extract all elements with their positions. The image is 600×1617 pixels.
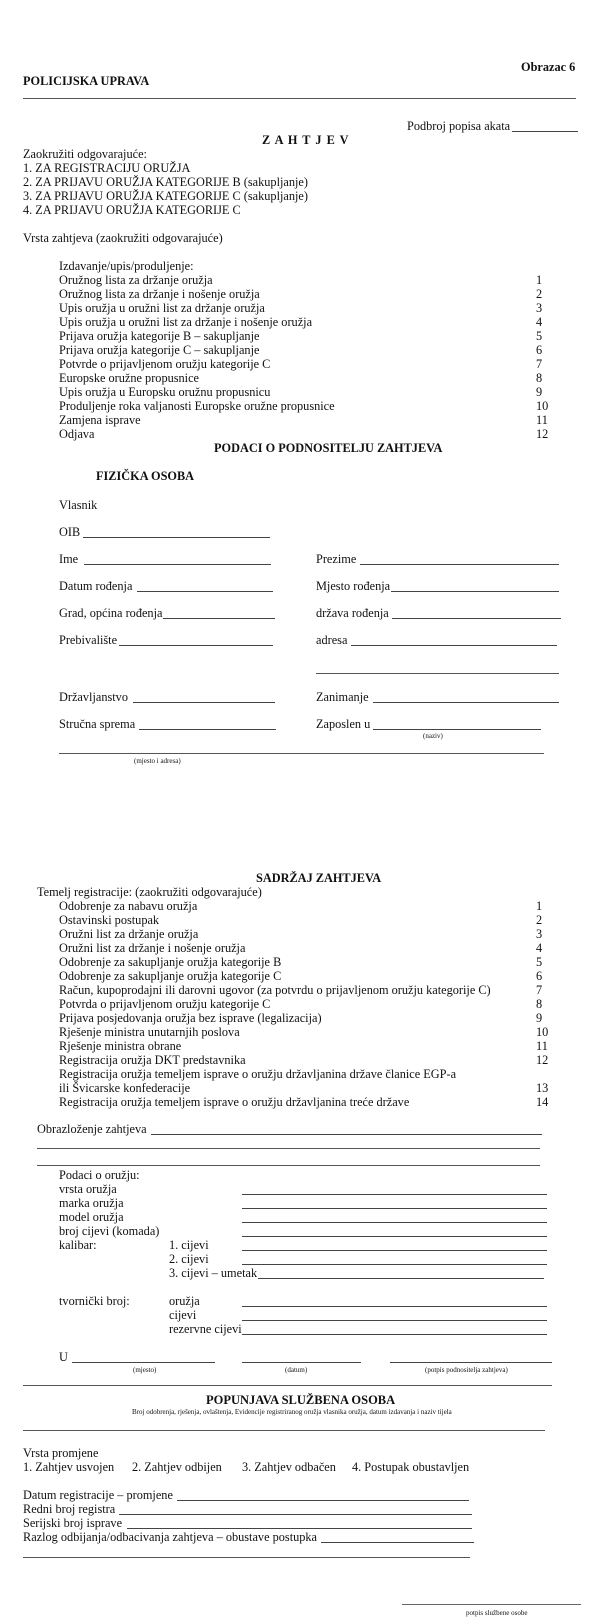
caliber-label: kalibar: — [59, 1238, 97, 1252]
list-item-number[interactable]: 9 — [536, 1011, 543, 1025]
employer-address-hint: (mjesto i adresa) — [134, 757, 181, 765]
residence-field[interactable] — [119, 633, 273, 646]
address-field-line2[interactable] — [316, 673, 559, 674]
list-item[interactable]: Registracija oružja temeljem isprave o oružju državljanina države članice EGP-a — [59, 1067, 457, 1081]
list-item-number[interactable]: 8 — [536, 371, 543, 385]
occupation-label: Zanimanje — [316, 690, 369, 704]
serial-barrel-field[interactable] — [242, 1308, 547, 1321]
list-item-number[interactable]: 12 — [536, 1053, 549, 1067]
address-field[interactable] — [351, 633, 557, 646]
list-item-number[interactable]: 7 — [536, 357, 543, 371]
section-divider — [23, 1385, 552, 1386]
list-item-number[interactable]: 14 — [536, 1095, 549, 1109]
list-item-number[interactable]: 11 — [536, 413, 548, 427]
list-item-number[interactable]: 6 — [536, 969, 543, 983]
caliber-barrel-2-label: 2. cijevi — [169, 1252, 209, 1266]
registration-date-label: Datum registracije – promjene — [23, 1488, 173, 1502]
list-item-number[interactable]: 3 — [536, 927, 543, 941]
official-signature-field[interactable] — [402, 1604, 581, 1605]
document-serial-label: Serijski broj isprave — [23, 1516, 123, 1530]
register-number-field[interactable] — [119, 1502, 472, 1515]
list-item[interactable]: Oružni list za držanje i nošenje oružja — [59, 941, 246, 955]
change-option-dismissed[interactable]: 3. Zahtjev odbačen — [242, 1460, 336, 1474]
list-item-number[interactable]: 6 — [536, 343, 543, 357]
list-item-number[interactable]: 5 — [536, 329, 543, 343]
oib-label: OIB — [59, 525, 81, 539]
authority-title: POLICIJSKA UPRAVA — [23, 74, 150, 88]
justification-line3[interactable] — [37, 1165, 540, 1166]
justification-field[interactable] — [151, 1122, 542, 1135]
place-hint: (mjesto) — [133, 1366, 157, 1374]
list-item[interactable]: Upis oružja u Europsku oružnu propusnicu — [59, 385, 271, 399]
list-item-number[interactable]: 10 — [536, 1025, 549, 1039]
natural-person-title: FIZIČKA OSOBA — [96, 469, 195, 483]
weapon-data-title: Podaci o oružju: — [59, 1168, 140, 1182]
barrel-count-label: broj cijevi (komada) — [59, 1224, 160, 1238]
list-item[interactable]: Produljenje roka valjanosti Europske oružne propusnice — [59, 399, 335, 413]
request-type-label: Vrsta zahtjeva (zaokružiti odgovarajuće) — [23, 231, 223, 245]
birth-country-label: država rođenja — [316, 606, 389, 620]
list-item[interactable]: Oružni list za držanje oružja — [59, 927, 199, 941]
serial-number-label: tvornički broj: — [59, 1294, 130, 1308]
weapon-model-label: model oružja — [59, 1210, 124, 1224]
change-option-approved[interactable]: 1. Zahtjev usvojen — [23, 1460, 115, 1474]
list-item[interactable]: Rješenje ministra unutarnjih poslova — [59, 1025, 240, 1039]
list-item[interactable]: Odobrenje za sakupljanje oružja kategorije B — [59, 955, 282, 969]
list-item[interactable]: Registracija oružja DKT predstavnika — [59, 1053, 246, 1067]
rejection-reason-line2[interactable] — [23, 1557, 470, 1558]
caliber-barrel-3-field[interactable] — [258, 1266, 544, 1279]
page-title: Z A H T J E V — [262, 133, 350, 147]
list-item[interactable]: Prijava posjedovanja oružja bez isprave (legalizacija) — [59, 1011, 322, 1025]
caliber-barrel-3-label: 3. cijevi – umetak — [169, 1266, 258, 1280]
list-item-number[interactable]: 13 — [536, 1081, 549, 1095]
caliber-barrel-1-label: 1. cijevi — [169, 1238, 209, 1252]
employer-field[interactable] — [373, 717, 541, 730]
list-item[interactable]: Prijava oružja kategorije B – sakupljanje — [59, 329, 260, 343]
education-field[interactable] — [139, 717, 276, 730]
occupation-field[interactable] — [373, 690, 559, 703]
change-type-label: Vrsta promjene — [23, 1446, 99, 1460]
list-item-number[interactable]: 7 — [536, 983, 543, 997]
list-item[interactable]: Odjava — [59, 427, 95, 441]
list-item[interactable]: Zamjena isprave — [59, 413, 141, 427]
serial-weapon-field[interactable] — [242, 1294, 547, 1307]
birth-municipality-label: Grad, općina rođenja — [59, 606, 163, 620]
subfile-label: Podbroj popisa akata — [407, 119, 511, 133]
weapon-type-label: vrsta oružja — [59, 1182, 117, 1196]
official-section-title: POPUNJAVA SLUŽBENA OSOBA — [206, 1393, 396, 1407]
place-prefix-label: U — [59, 1350, 68, 1364]
register-number-label: Redni broj registra — [23, 1502, 116, 1516]
applicant-signature-hint: (potpis podnositelja zahtjeva) — [425, 1366, 508, 1374]
date-field[interactable] — [242, 1350, 361, 1363]
list-item[interactable]: Europske oružne propusnice — [59, 371, 200, 385]
registration-date-field[interactable] — [177, 1488, 469, 1501]
list-item-number[interactable]: 4 — [536, 315, 543, 329]
education-label: Stručna sprema — [59, 717, 136, 731]
list-item-number[interactable]: 5 — [536, 955, 543, 969]
document-serial-field[interactable] — [127, 1516, 472, 1529]
employer-address-field[interactable] — [59, 753, 544, 754]
list-item[interactable]: Potvrde o prijavljenom oružju kategorije C — [59, 357, 271, 371]
applicant-section-title: PODACI O PODNOSITELJU ZAHTJEVA — [214, 441, 443, 455]
citizenship-label: Državljanstvo — [59, 690, 128, 704]
purpose-option[interactable]: 4. ZA PRIJAVU ORUŽJA KATEGORIJE C — [23, 203, 241, 217]
date-hint: (datum) — [285, 1366, 308, 1374]
oib-field[interactable] — [83, 525, 270, 538]
purpose-option[interactable]: 2. ZA PRIJAVU ORUŽJA KATEGORIJE B (sakupljanje) — [23, 175, 308, 189]
list-item[interactable]: Ostavinski postupak — [59, 913, 160, 927]
address-label: adresa — [316, 633, 348, 647]
list-item[interactable]: Rješenje ministra obrane — [59, 1039, 182, 1053]
official-section-subtitle: Broj odobrenja, rješenja, ovlaštenja, Evidencije registriranog oružja vlasnika oružja, datum izdavanja i naziv tijela — [132, 1408, 452, 1416]
official-signature-hint: potpis službene osobe — [466, 1609, 528, 1617]
serial-spare-barrel-field[interactable] — [242, 1322, 547, 1335]
owner-label: Vlasnik — [59, 498, 98, 512]
birth-municipality-field[interactable] — [163, 606, 275, 619]
first-name-label: Ime — [59, 552, 79, 566]
list-item-number[interactable]: 1 — [536, 273, 543, 287]
list-item[interactable]: Upis oružja u oružni list za držanje oružja — [59, 301, 265, 315]
birth-place-field[interactable] — [391, 579, 559, 592]
list-item[interactable]: Oružnog lista za držanje oružja — [59, 273, 213, 287]
subfile-field[interactable] — [512, 119, 578, 132]
change-option-suspended[interactable]: 4. Postupak obustavljen — [352, 1460, 470, 1474]
list-item-number[interactable]: 8 — [536, 997, 543, 1011]
list-item-number[interactable]: 9 — [536, 385, 543, 399]
list-item-number[interactable]: 11 — [536, 1039, 548, 1053]
purpose-option[interactable]: 1. ZA REGISTRACIJU ORUŽJA — [23, 161, 191, 175]
citizenship-field[interactable] — [133, 690, 275, 703]
list-item[interactable]: Prijava oružja kategorije C – sakupljanje — [59, 343, 260, 357]
list-item-number[interactable]: 3 — [536, 301, 543, 315]
weapon-brand-field[interactable] — [242, 1196, 547, 1209]
caliber-barrel-1-field[interactable] — [242, 1238, 547, 1251]
last-name-label: Prezime — [316, 552, 357, 566]
list-item-number[interactable]: 12 — [536, 427, 549, 441]
list-item[interactable]: Odobrenje za sakupljanje oružja kategorije C — [59, 969, 282, 983]
birth-date-field[interactable] — [137, 579, 273, 592]
weapon-brand-label: marka oružja — [59, 1196, 124, 1210]
registration-basis-label: Temelj registracije: (zaokružiti odgovarajuće) — [37, 885, 262, 899]
employer-label: Zaposlen u — [316, 717, 371, 731]
barrel-count-field[interactable] — [242, 1224, 547, 1237]
residence-label: Prebivalište — [59, 633, 118, 647]
rejection-reason-field[interactable] — [321, 1530, 474, 1543]
applicant-signature-field[interactable] — [390, 1350, 552, 1363]
list-item[interactable]: ili Švicarske konfederacije — [59, 1081, 191, 1095]
serial-barrel-label: cijevi — [169, 1308, 197, 1322]
caliber-barrel-2-field[interactable] — [242, 1252, 547, 1265]
serial-weapon-label: oružja — [169, 1294, 200, 1308]
list-item[interactable]: Račun, kupoprodajni ili darovni ugovor (za potvrdu o prijavljenom oružju kategorije C) — [59, 983, 491, 997]
list-item-number[interactable]: 4 — [536, 941, 543, 955]
list-item[interactable]: Upis oružja u oružni list za držanje i nošenje oružja — [59, 315, 313, 329]
list-item-number[interactable]: 2 — [536, 287, 543, 301]
weapon-model-field[interactable] — [242, 1210, 547, 1223]
purpose-instruction: Zaokružiti odgovarajuće: — [23, 147, 147, 161]
last-name-field[interactable] — [360, 552, 559, 565]
rejection-reason-label: Razlog odbijanja/odbacivanja zahtjeva – obustave postupka — [23, 1530, 318, 1544]
list-item[interactable]: Registracija oružja temeljem isprave o oružju državljanina treće države — [59, 1095, 410, 1109]
list-item[interactable]: Oružnog lista za držanje i nošenje oružja — [59, 287, 260, 301]
request-type-group-label: Izdavanje/upis/produljenje: — [59, 259, 194, 273]
purpose-option[interactable]: 3. ZA PRIJAVU ORUŽJA KATEGORIJE C (sakupljanje) — [23, 189, 308, 203]
official-details-field[interactable] — [23, 1430, 545, 1431]
birth-date-label: Datum rođenja — [59, 579, 133, 593]
form-number: Obrazac 6 — [521, 60, 576, 74]
content-section-title: SADRŽAJ ZAHTJEVA — [256, 871, 382, 885]
authority-underline[interactable] — [23, 98, 576, 99]
employer-name-hint: (naziv) — [423, 732, 443, 740]
list-item-number[interactable]: 10 — [536, 399, 549, 413]
list-item-number[interactable]: 2 — [536, 913, 543, 927]
list-item[interactable]: Potvrda o prijavljenom oružju kategorije C — [59, 997, 271, 1011]
weapon-type-field[interactable] — [242, 1182, 547, 1195]
list-item[interactable]: Odobrenje za nabavu oružja — [59, 899, 198, 913]
justification-label: Obrazloženje zahtjeva — [37, 1122, 147, 1136]
change-option-rejected[interactable]: 2. Zahtjev odbijen — [132, 1460, 222, 1474]
first-name-field[interactable] — [84, 552, 271, 565]
justification-line2[interactable] — [37, 1148, 540, 1149]
place-field[interactable] — [72, 1350, 215, 1363]
birth-place-label: Mjesto rođenja — [316, 579, 391, 593]
serial-spare-barrel-label: rezervne cijevi — [169, 1322, 242, 1336]
list-item-number[interactable]: 1 — [536, 899, 543, 913]
birth-country-field[interactable] — [392, 606, 561, 619]
